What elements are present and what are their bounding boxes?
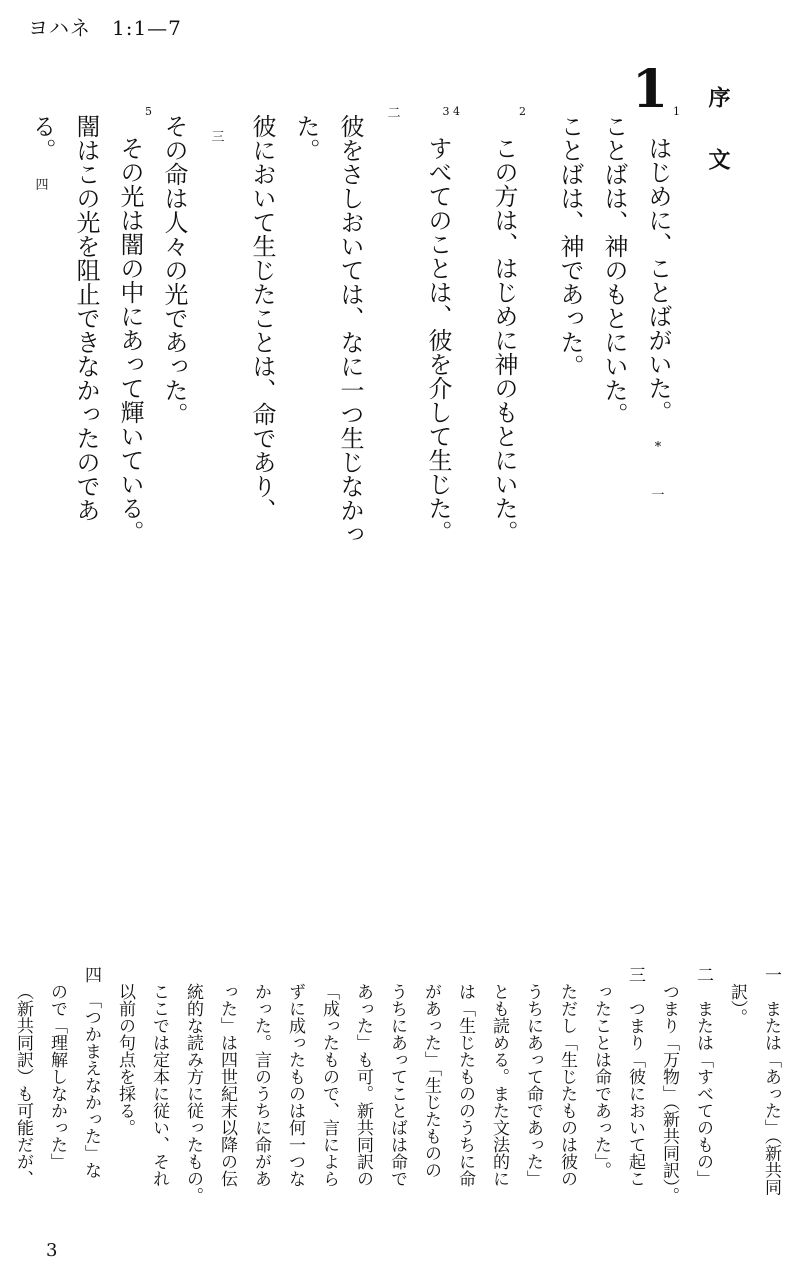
verse-line (592, 90, 636, 550)
footnote-line: 一 または「あった」（新共同 (761, 966, 781, 1196)
verse-line (636, 90, 680, 550)
footnote-line: ったことは命であった」。 (591, 983, 611, 1179)
note-marker: 四 (35, 178, 49, 193)
footnote-line: 以前の句点を採る。 (115, 983, 135, 1136)
note-marker: 二 (387, 106, 401, 121)
verse-number: 2 (519, 105, 526, 118)
footnotes (0, 966, 788, 1228)
verse-line (20, 90, 108, 550)
footnote-line (0, 966, 6, 1228)
verse-number: 1 (673, 105, 680, 118)
verse-text: はじめに、ことばがいた。 (644, 136, 672, 424)
footnote-line: は「生じたもののうちに命 (455, 983, 475, 1187)
verse-line (152, 90, 196, 550)
verse-text: この方は、はじめに神のもとにいた。 (490, 136, 518, 544)
footnote-line: 三 つまり「彼において起こ (625, 966, 645, 1187)
verse-text: 彼をさしおいては、なに一つ生じなかった。 (292, 114, 364, 546)
note-marker: * (654, 440, 662, 455)
verse-text: ことばは、神のもとにいた。 (600, 114, 628, 426)
footnote-line: とも読める。また文法的に (489, 983, 509, 1187)
footnote-line: ここでは定本に従い、それ (149, 983, 169, 1187)
verse-text: ことばは、神であった。 (556, 114, 584, 378)
footnote-line: 二 または「すべてのもの」 (693, 966, 713, 1187)
footnote-line: 統的な読み方に従ったもの。 (183, 983, 203, 1204)
verse-text: その光は闇の中にあって輝いている。 (116, 136, 144, 544)
verse-text: その命は人々の光であった。 (160, 114, 188, 426)
verse-line (284, 90, 372, 550)
verse-text: すべてのことは、彼を介して生じた。 (424, 136, 452, 544)
note-marker: 一 (651, 488, 665, 503)
chapter-number: 1 (632, 59, 669, 120)
footnote-line: ずに成ったものは何一つな (285, 983, 305, 1187)
verse-text: 闇はこの光を阻止できなかったのである。 (28, 114, 100, 522)
footnote-line: 四 「つかまえなかった」な (81, 966, 101, 1179)
footnote-line: うちにあってことばは命で (387, 983, 407, 1187)
footnote-line: （新共同訳）も可能だが、 (13, 983, 33, 1187)
footnote-line: った」は四世紀末以降の伝 (217, 983, 237, 1187)
verse-line (372, 90, 460, 550)
note-marker: 三 (211, 130, 225, 145)
scripture-text (0, 90, 680, 550)
verse-line (548, 90, 592, 550)
footnote-line: があった」「生じたものの (421, 983, 441, 1179)
verse-number: 3 4 (442, 105, 460, 118)
verse-text: 彼において生じたことは、命であり、 (248, 114, 276, 522)
footnote-line: 訳）。 (727, 983, 747, 1026)
verse-number: 5 (145, 105, 152, 118)
footnote-line: あった」も可。新共同訳の (353, 983, 373, 1187)
footnote-line: かった。言のうちに命があ (251, 983, 271, 1187)
footnote-line: うちにあって命であった」 (523, 983, 543, 1187)
verse-line (108, 90, 152, 550)
verse-line (196, 90, 284, 550)
verse-line (482, 90, 526, 550)
footnote-line: ただし「生じたものは彼の (557, 983, 577, 1187)
page-number: 3 (46, 1240, 58, 1261)
running-head: ヨハネ 1:1—7 (28, 16, 182, 40)
footnote-line: つまり「万物」（新共同訳）。 (659, 983, 679, 1204)
section-title: 序文 (705, 86, 731, 210)
footnote-line: ので「理解しなかった」 (47, 983, 67, 1170)
footnote-line: 「成ったもので、言によら (319, 983, 339, 1187)
